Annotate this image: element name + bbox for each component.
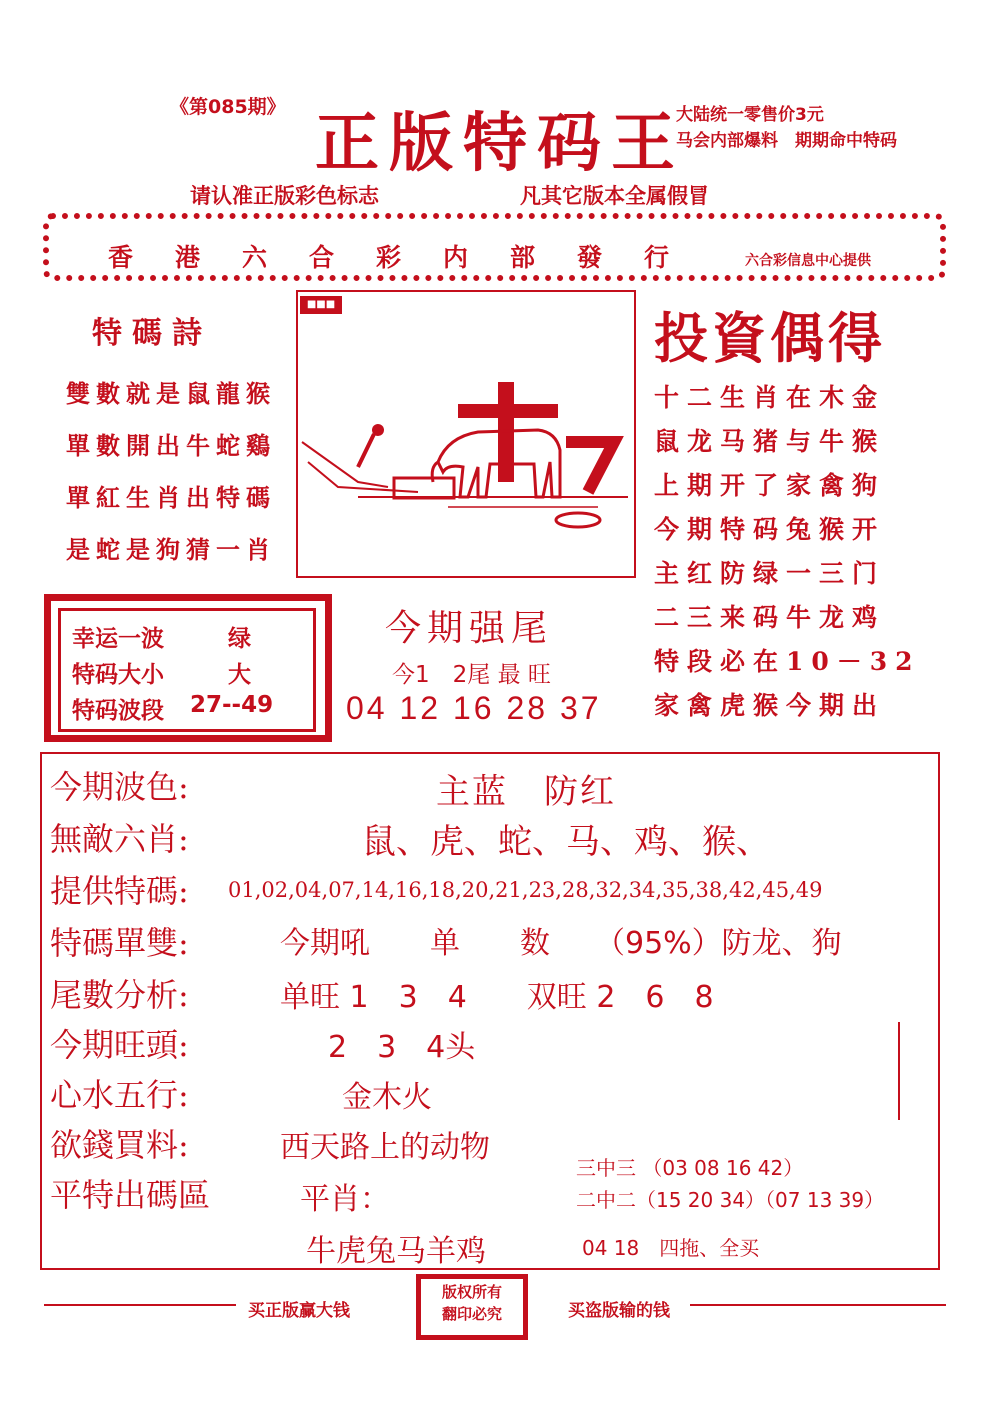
riddle-picture bbox=[296, 290, 636, 578]
flat-zodiac-value: 牛虎兔马羊鸡 bbox=[306, 1234, 486, 1269]
four-drag: 04 18 四拖、全买 bbox=[582, 1236, 760, 1260]
poem-line: 單紅生肖出特碼 bbox=[66, 483, 276, 512]
lucky-wave-label: 幸运一波 bbox=[72, 626, 164, 652]
invest-line: 家禽虎猴今期出 bbox=[654, 691, 886, 720]
size-value: 大 bbox=[228, 662, 251, 688]
copyright-line: 版权所有 bbox=[441, 1283, 502, 1301]
head-label: 今期旺頭: bbox=[50, 1026, 189, 1064]
odd-even-value: 今期吼 单 数 （95%）防龙、狗 bbox=[280, 926, 842, 961]
authenticity-notice: 请认准正版彩色标志 bbox=[190, 184, 379, 208]
invest-line: 主红防绿一三门 bbox=[654, 559, 886, 588]
poem-line: 是蛇是狗猜一肖 bbox=[66, 535, 276, 564]
three-hit: 三中三 （03 08 16 42） bbox=[576, 1156, 804, 1180]
footer-right-slogan: 买盗版输的钱 bbox=[568, 1301, 670, 1321]
insider-note: 马会内部爆料 期期命中特码 bbox=[676, 131, 897, 151]
counterfeit-notice: 凡其它版本全属假冒 bbox=[520, 184, 709, 208]
invest-line: 上期开了家禽狗 bbox=[654, 471, 886, 500]
two-hit: 二中二（15 20 34）（07 13 39） bbox=[576, 1188, 885, 1212]
invest-line: 二三来码牛龙鸡 bbox=[654, 603, 886, 632]
banner-title: 香港六合彩内部發行 bbox=[108, 243, 712, 272]
range-value: 27--49 bbox=[190, 692, 274, 718]
size-label: 特码大小 bbox=[72, 662, 164, 688]
strong-tail-title: 今期强尾 bbox=[385, 608, 554, 649]
poem-line: 單數開出牛蛇鷄 bbox=[66, 431, 276, 460]
lucky-wave-value: 绿 bbox=[228, 626, 251, 652]
seal-stamp: ■■■ bbox=[300, 296, 342, 314]
invest-line: 今期特码兔猴开 bbox=[654, 515, 886, 544]
element-label: 心水五行: bbox=[50, 1076, 189, 1114]
strong-tail-numbers: 04 12 16 28 37 bbox=[346, 690, 602, 726]
element-value: 金木火 bbox=[342, 1080, 432, 1115]
odd-even-label: 特碼單雙: bbox=[50, 924, 189, 962]
issue-number: 《第085期》 bbox=[170, 96, 286, 118]
flat-area-label: 平特出碼區 bbox=[50, 1176, 211, 1214]
invest-line: 特段必在10－32 bbox=[654, 647, 921, 676]
footer-rule-left bbox=[44, 1304, 236, 1306]
wave-color-label: 今期波色: bbox=[50, 768, 189, 806]
banner-provider: 六合彩信息中心提供 bbox=[745, 253, 871, 269]
price-note: 大陆统一零售价3元 bbox=[676, 105, 824, 125]
tail-analysis-label: 尾數分析: bbox=[50, 976, 189, 1014]
tail-analysis-value: 单旺 1 3 4 双旺 2 6 8 bbox=[280, 980, 714, 1015]
page-title: 正版特码王 bbox=[315, 106, 685, 181]
poem-title: 特碼詩 bbox=[92, 316, 212, 351]
range-label: 特码波段 bbox=[72, 698, 164, 724]
zodiac-label: 無敵六肖: bbox=[50, 820, 189, 858]
money-label: 欲錢買料: bbox=[50, 1126, 189, 1164]
tema-numbers: 01,02,04,07,14,16,18,20,21,23,28,32,34,35,38,42,45,49 bbox=[228, 878, 823, 902]
flat-zodiac-label: 平肖： bbox=[300, 1182, 390, 1217]
zodiac-value: 鼠、虎、蛇、马、鸡、猴、 bbox=[362, 822, 770, 862]
tema-label: 提供特碼: bbox=[50, 872, 189, 910]
divider-line bbox=[898, 1022, 900, 1120]
invest-title: 投資偶得 bbox=[654, 306, 886, 370]
horse-drawing bbox=[298, 292, 634, 576]
footer-left-slogan: 买正版赢大钱 bbox=[248, 1301, 350, 1321]
invest-line: 十二生肖在木金 bbox=[654, 383, 886, 412]
money-value: 西天路上的动物 bbox=[280, 1130, 490, 1165]
copyright-line: 翻印必究 bbox=[441, 1305, 502, 1323]
strong-tail-sub: 今1 2尾 最 旺 bbox=[392, 662, 551, 688]
head-value: 2 3 4头 bbox=[328, 1030, 476, 1065]
poem-line: 雙數就是鼠龍猴 bbox=[66, 379, 276, 408]
wave-color-value: 主蓝 防红 bbox=[436, 772, 616, 812]
invest-line: 鼠龙马猪与牛猴 bbox=[654, 427, 886, 456]
footer-rule-right bbox=[690, 1304, 946, 1306]
copyright-text bbox=[426, 1281, 518, 1325]
